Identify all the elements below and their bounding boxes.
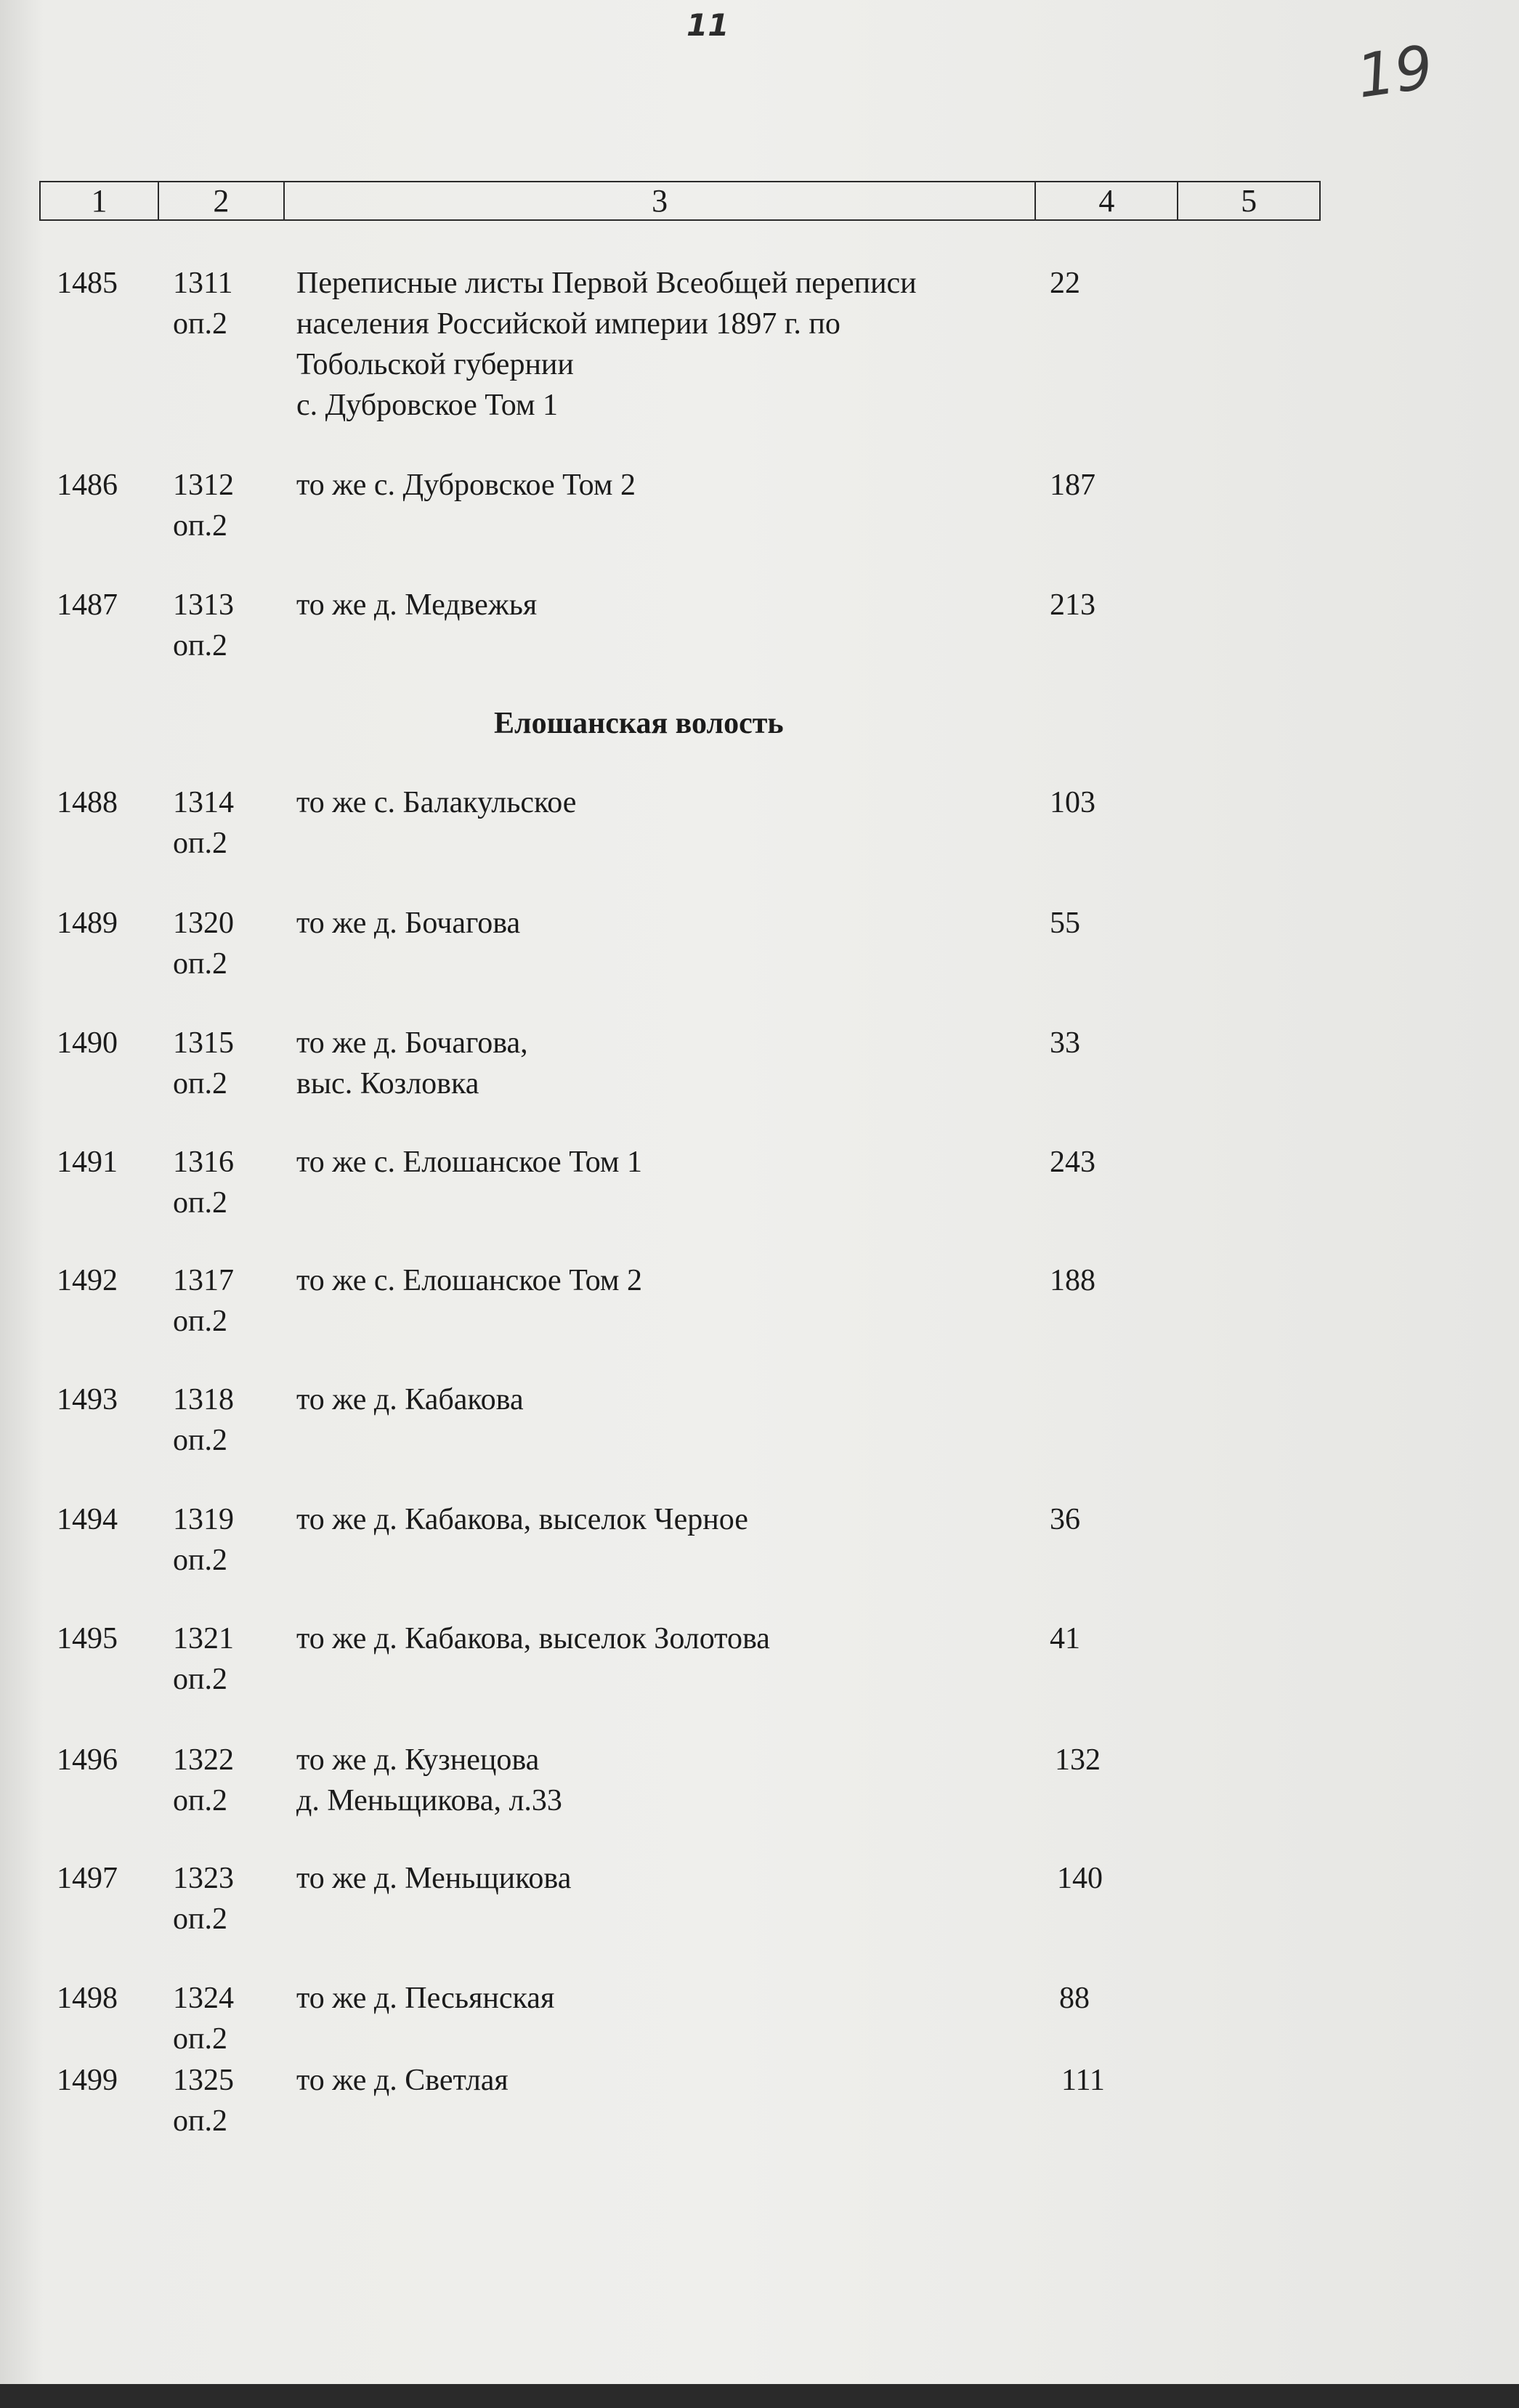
record-title xyxy=(296,585,537,625)
header-col-1: 1 xyxy=(40,182,158,220)
fond-number xyxy=(173,1740,234,1821)
fond-number-value: 1324 xyxy=(173,1982,234,2015)
row-number: 1498 xyxy=(57,1982,118,2015)
sheet-count: 140 xyxy=(1057,1862,1103,1895)
record-title-line: то же д. Медвежья xyxy=(296,588,538,622)
record-title-line: то же д. Кабакова, выселок Черное xyxy=(296,1503,748,1536)
record-title xyxy=(296,782,576,823)
fond-number-value: 1321 xyxy=(173,1622,234,1655)
record-title-line: то же д. Бочагова, xyxy=(296,1026,528,1060)
header-col-3: 3 xyxy=(284,182,1036,220)
opis-label: оп.2 xyxy=(173,629,227,662)
record-title-line: то же д. Бочагова xyxy=(296,907,521,940)
opis-label: оп.2 xyxy=(173,1067,227,1100)
header-col-2: 2 xyxy=(158,182,284,220)
record-title-line: то же д. Меньщикова xyxy=(296,1862,572,1895)
record-title-line: Переписные листы Первой Всеобщей переписи xyxy=(296,267,917,300)
sheet-number-annotation: 19 xyxy=(1352,33,1438,112)
opis-label: оп.2 xyxy=(173,509,227,543)
fond-number xyxy=(173,1858,234,1939)
row-number: 1485 xyxy=(57,267,118,300)
section-heading: Елошанская волость xyxy=(494,707,784,740)
fond-number-value: 1323 xyxy=(173,1862,234,1895)
fond-number xyxy=(173,1142,234,1223)
sheet-count: 22 xyxy=(1050,267,1080,300)
scan-edge xyxy=(0,2384,1519,2408)
fond-number-value: 1322 xyxy=(173,1743,234,1777)
sheet-count: 111 xyxy=(1061,2064,1105,2097)
record-title-line: то же с. Балакульское xyxy=(296,786,577,819)
record-title xyxy=(296,1023,528,1104)
sheet-count: 213 xyxy=(1050,588,1095,622)
fond-number xyxy=(173,465,234,546)
fond-number-value: 1313 xyxy=(173,588,234,622)
fond-number xyxy=(173,585,234,666)
opis-label: оп.2 xyxy=(173,2104,227,2138)
row-number: 1487 xyxy=(57,588,118,622)
record-title-line: д. Меньщикова, л.33 xyxy=(296,1784,562,1817)
fond-number xyxy=(173,2060,234,2141)
row-number: 1492 xyxy=(57,1264,118,1297)
fond-number xyxy=(173,1978,234,2059)
row-number: 1486 xyxy=(57,469,118,502)
opis-label: оп.2 xyxy=(173,307,227,341)
sheet-count: 36 xyxy=(1050,1503,1080,1536)
record-title xyxy=(296,465,636,506)
record-title-line: то же с. Елошанское Том 2 xyxy=(296,1264,642,1297)
fond-number-value: 1325 xyxy=(173,2064,234,2097)
record-title xyxy=(296,1740,562,1821)
record-title-line: Тобольской губернии xyxy=(296,348,574,381)
row-number: 1489 xyxy=(57,907,118,940)
fond-number xyxy=(173,782,234,864)
fond-number xyxy=(173,1379,234,1461)
page-number-annotation: 11 xyxy=(686,7,729,43)
opis-label: оп.2 xyxy=(173,1186,227,1220)
header-col-5: 5 xyxy=(1178,182,1320,220)
record-title xyxy=(296,1499,748,1540)
record-title xyxy=(296,1142,642,1183)
opis-label: оп.2 xyxy=(173,2022,227,2056)
fond-number xyxy=(173,1618,234,1700)
fond-number xyxy=(173,1260,234,1342)
fond-number-value: 1320 xyxy=(173,907,234,940)
sheet-count: 132 xyxy=(1055,1743,1101,1777)
header-col-4: 4 xyxy=(1035,182,1178,220)
opis-label: оп.2 xyxy=(173,947,227,981)
record-title-line: то же с. Елошанское Том 1 xyxy=(296,1146,642,1179)
opis-label: оп.2 xyxy=(173,1424,227,1457)
fond-number-value: 1316 xyxy=(173,1146,234,1179)
record-title xyxy=(296,263,917,426)
header-row xyxy=(40,182,1320,220)
record-title xyxy=(296,903,520,944)
opis-label: оп.2 xyxy=(173,1902,227,1936)
row-number: 1499 xyxy=(57,2064,118,2097)
sheet-count: 187 xyxy=(1050,469,1095,502)
fond-number-value: 1318 xyxy=(173,1383,234,1416)
row-number: 1488 xyxy=(57,786,118,819)
row-number: 1496 xyxy=(57,1743,118,1777)
record-title-line: то же д. Кабакова xyxy=(296,1383,524,1416)
record-title xyxy=(296,1379,524,1420)
sheet-count: 188 xyxy=(1050,1264,1095,1297)
sheet-count: 41 xyxy=(1050,1622,1080,1655)
record-title xyxy=(296,1618,770,1659)
row-number: 1493 xyxy=(57,1383,118,1416)
row-number: 1494 xyxy=(57,1503,118,1536)
sheet-count: 33 xyxy=(1050,1026,1080,1060)
record-title xyxy=(296,1978,554,2019)
opis-label: оп.2 xyxy=(173,1663,227,1696)
row-number: 1495 xyxy=(57,1622,118,1655)
opis-label: оп.2 xyxy=(173,1544,227,1577)
fond-number-value: 1311 xyxy=(173,267,233,300)
column-number-header xyxy=(39,181,1321,221)
opis-label: оп.2 xyxy=(173,1305,227,1338)
fond-number-value: 1312 xyxy=(173,469,234,502)
fond-number-value: 1315 xyxy=(173,1026,234,1060)
fond-number xyxy=(173,263,232,344)
record-title-line: то же с. Дубровское Том 2 xyxy=(296,469,636,502)
opis-label: оп.2 xyxy=(173,827,227,860)
fond-number-value: 1317 xyxy=(173,1264,234,1297)
record-title xyxy=(296,1858,571,1899)
record-title-line: населения Российской империи 1897 г. по xyxy=(296,307,840,341)
record-title-line: то же д. Светлая xyxy=(296,2064,509,2097)
fond-number-value: 1314 xyxy=(173,786,234,819)
record-title xyxy=(296,2060,509,2101)
sheet-count: 103 xyxy=(1050,786,1095,819)
sheet-count: 243 xyxy=(1050,1146,1095,1179)
fond-number xyxy=(173,1499,234,1581)
record-title-line: выс. Козловка xyxy=(296,1067,479,1100)
fond-number-value: 1319 xyxy=(173,1503,234,1536)
record-title-line: с. Дубровское Том 1 xyxy=(296,389,559,422)
record-title-line: то же д. Песьянская xyxy=(296,1982,555,2015)
row-number: 1497 xyxy=(57,1862,118,1895)
fond-number xyxy=(173,903,234,984)
record-title-line: то же д. Кузнецова xyxy=(296,1743,540,1777)
sheet-count: 55 xyxy=(1050,907,1080,940)
opis-label: оп.2 xyxy=(173,1784,227,1817)
record-title-line: то же д. Кабакова, выселок Золотова xyxy=(296,1622,770,1655)
fond-number xyxy=(173,1023,234,1104)
sheet-count: 88 xyxy=(1059,1982,1090,2015)
row-number: 1491 xyxy=(57,1146,118,1179)
row-number: 1490 xyxy=(57,1026,118,1060)
record-title xyxy=(296,1260,642,1301)
